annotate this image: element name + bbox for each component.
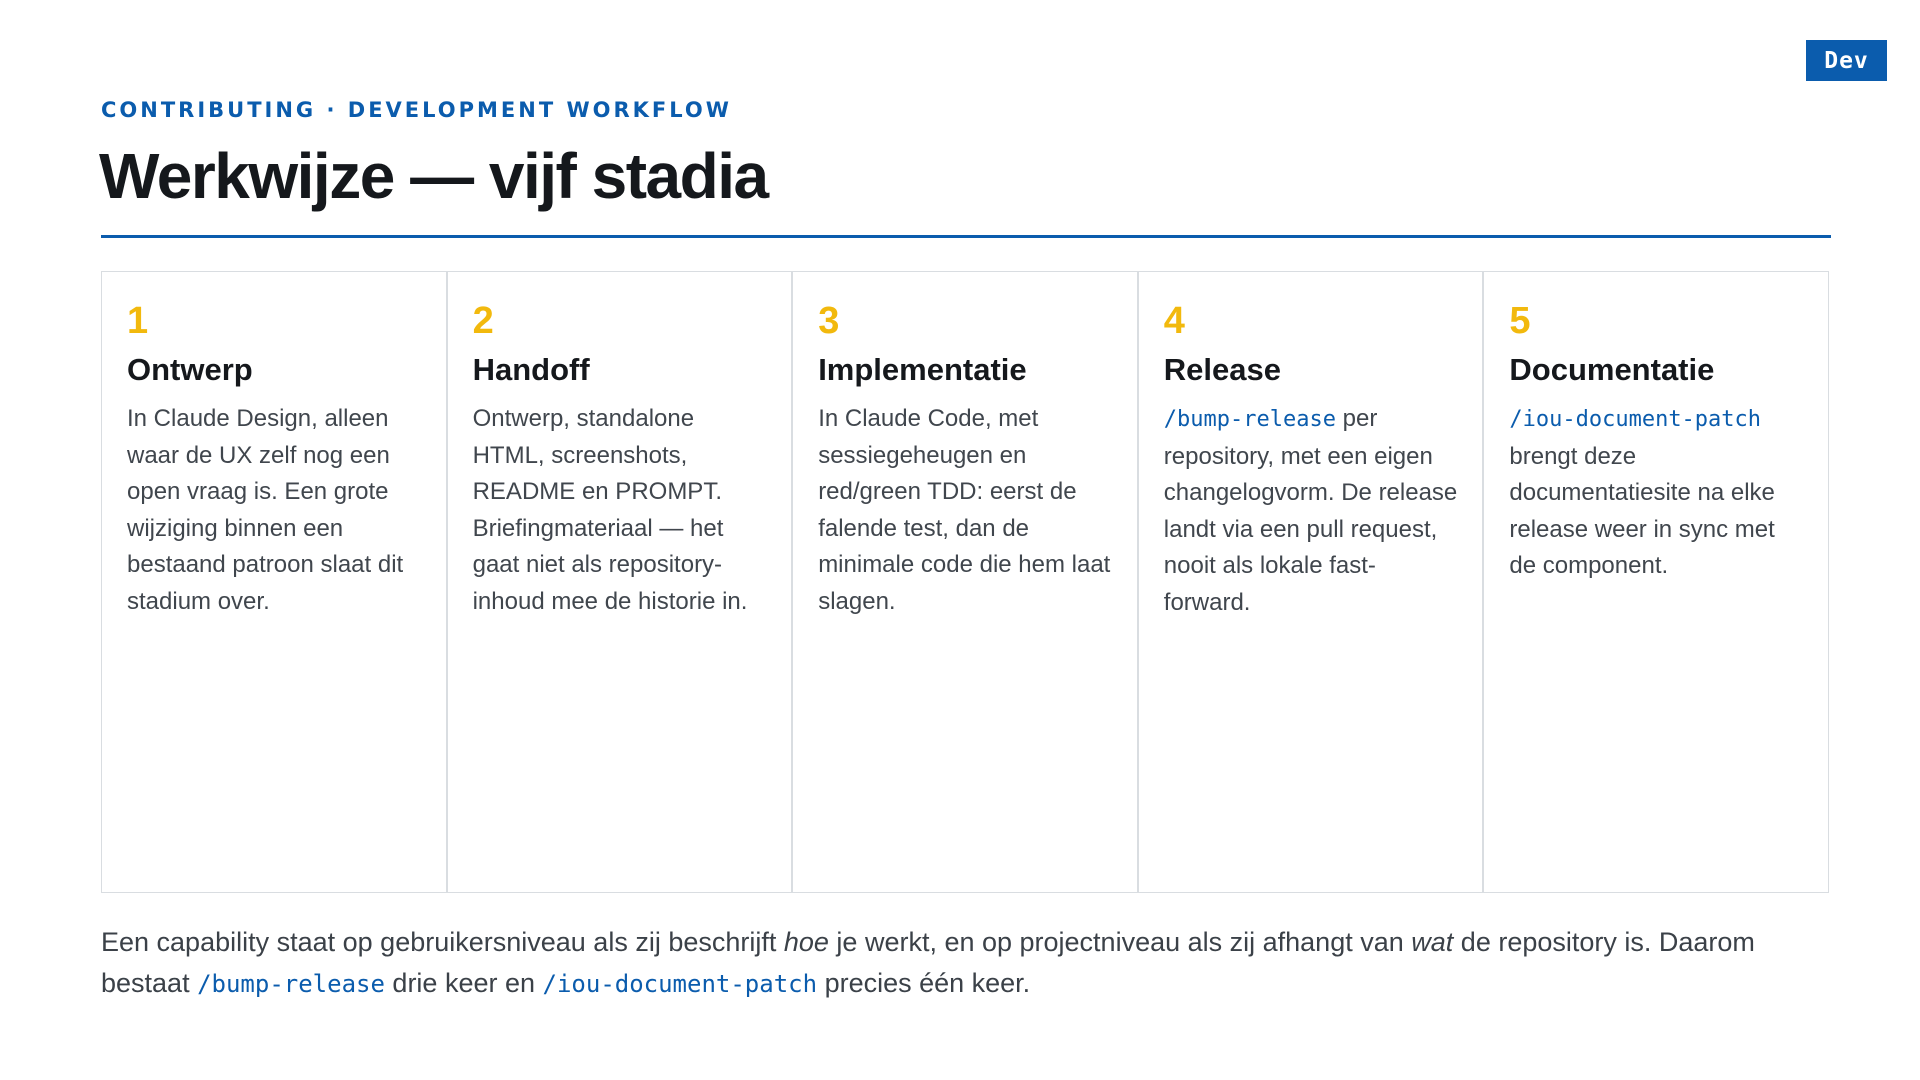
stage-description: Ontwerp, standalone HTML, screenshots, README en PROMPT. Briefingmateriaal — het gaat niet als repository-inhoud mee de historie in. [472,405,748,615]
stage-card-implementatie [793,272,1139,892]
stage-title: Ontwerp [127,352,253,387]
footnote-emphasis-hoe: hoe [783,927,829,957]
footnote-text: de repository is. Daarom bestaat [101,927,1755,998]
footnote-text: Een capability staat op gebruikersniveau als zij beschrijft [101,927,784,957]
stage-card-ontwerp [102,272,448,892]
stage-title: Handoff [472,352,590,387]
footnote-iou-document-patch-command: /iou-document-patch [542,970,818,998]
footnote-bump-release-command: /bump-release [197,970,385,998]
footnote-text: je werkt, en op projectniveau als zij afhangt van [828,927,1412,957]
stage-description: In Claude Code, met sessiegeheugen en red/green TDD: eerst de falende test, dan de minimale code die hem laat slagen. [818,405,1111,615]
dev-badge: Dev [1806,40,1887,81]
stage-number: 2 [472,300,494,342]
footnote [101,922,1821,1005]
stage-description: In Claude Design, alleen waar de UX zelf nog een open vraag is. Een grote wijziging binnen een bestaand patroon slaat dit stadium over. [127,405,404,615]
stage-title: Release [1163,352,1281,387]
footnote-text: precies één keer. [817,968,1031,998]
title-divider [101,235,1831,238]
stage-card-release [1139,272,1485,892]
stage-card-handoff [448,272,794,892]
iou-document-patch-command: /iou-document-patch [1509,407,1762,432]
eyebrow-breadcrumb: CONTRIBUTING · DEVELOPMENT WORKFLOW [101,98,732,122]
stage-description-text: per repository, met een eigen changelogvorm. De release landt via een pull request, nooit als lokale fast-forward. [1163,405,1458,616]
stage-number: 1 [127,300,149,342]
stage-title: Implementatie [818,352,1027,387]
stage-number: 5 [1509,300,1531,342]
stage-number: 4 [1163,300,1185,342]
stage-description [1509,401,1806,585]
bump-release-command: /bump-release [1163,407,1336,432]
footnote-text: drie keer en [384,968,543,998]
footnote-emphasis-wat: wat [1411,927,1454,957]
stages-grid [101,271,1829,893]
stage-number: 3 [818,300,840,342]
stage-description [1164,401,1461,621]
stage-title: Documentatie [1509,352,1715,387]
stage-card-documentatie [1484,272,1828,892]
page-title: Werkwijze — vijf stadia [99,140,768,212]
stage-description-text: brengt deze documentatiesite na elke release weer in sync met de component. [1509,442,1775,579]
